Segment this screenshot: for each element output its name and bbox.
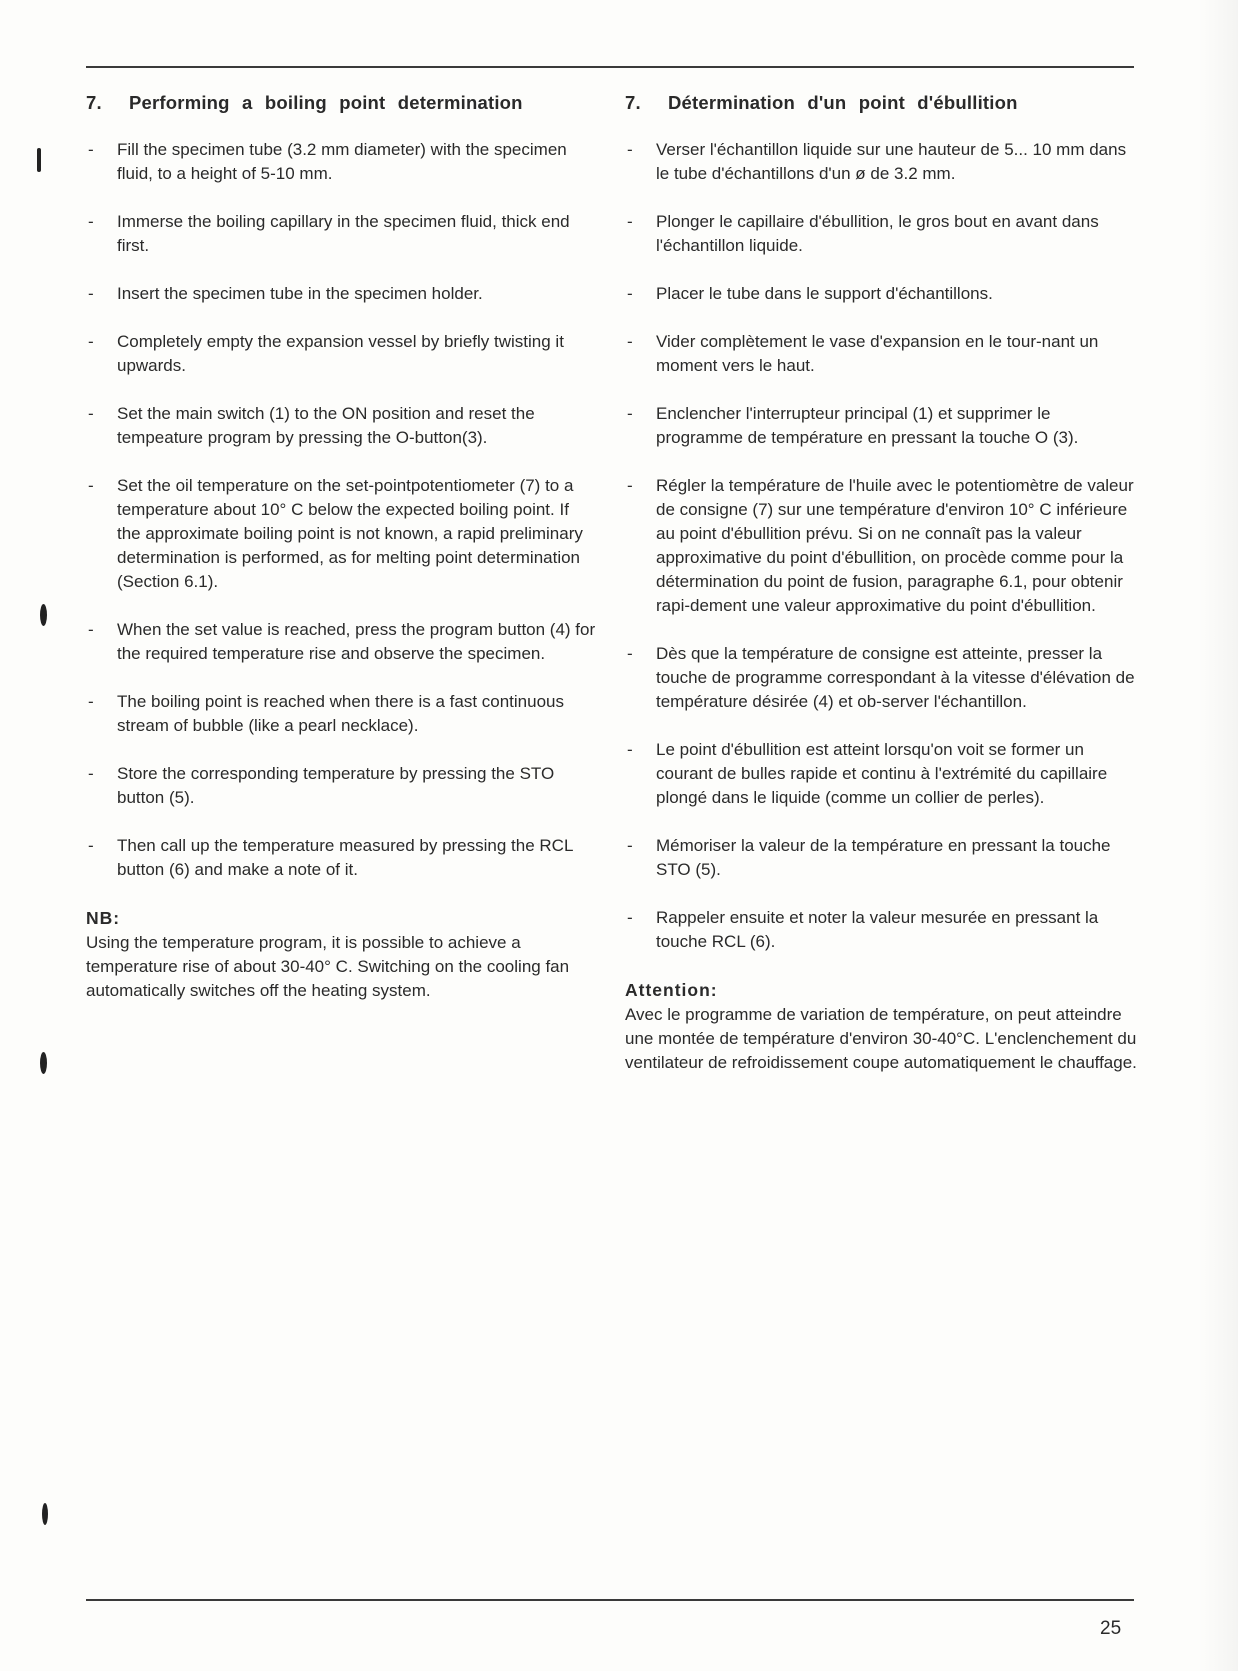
step-text: Set the oil temperature on the set-pointpotentiometer (7) to a temperature about 10° C below the expected boiling point. If the approximate boiling point is not known, a rapid preliminary determination is performed, as for melting point determination (Section 6.1). xyxy=(117,476,583,591)
note-text: Using the temperature program, it is possible to achieve a temperature rise of about 30-40° C. Switching on the cooling fan automatically switches off the heating system. xyxy=(86,933,570,1000)
step-dash: - xyxy=(88,836,94,855)
step-text: Verser l'échantillon liquide sur une hauteur de 5... 10 mm dans le tube d'échantillons d'un ø de 3.2 mm. xyxy=(656,140,1127,183)
step-dash: - xyxy=(88,140,94,159)
step-dash: - xyxy=(627,284,633,303)
step-dash: - xyxy=(627,644,633,663)
english-column xyxy=(86,92,596,1003)
step-item xyxy=(86,474,596,594)
page-edge-shade xyxy=(1198,0,1238,1671)
step-text: Mémoriser la valeur de la température en pressant la touche STO (5). xyxy=(656,836,1111,879)
step-text: Store the corresponding temperature by pressing the STO button (5). xyxy=(117,764,555,807)
step-dash: - xyxy=(627,836,633,855)
step-text: Vider complètement le vase d'expansion en le tour-nant un moment vers le haut. xyxy=(656,332,1099,375)
step-item xyxy=(625,210,1140,258)
step-dash: - xyxy=(88,332,94,351)
step-item xyxy=(86,138,596,186)
section-number: 7. xyxy=(86,92,102,113)
section-number: 7. xyxy=(625,92,641,113)
step-text: Immerse the boiling capillary in the specimen fluid, thick end first. xyxy=(117,212,570,255)
top-rule xyxy=(86,66,1134,68)
step-dash: - xyxy=(88,476,94,495)
step-item xyxy=(625,138,1140,186)
step-item xyxy=(625,402,1140,450)
step-text: Set the main switch (1) to the ON position and reset the tempeature program by pressing the O-button(3). xyxy=(117,404,535,447)
english-heading xyxy=(86,92,596,114)
step-dash: - xyxy=(627,140,633,159)
step-item xyxy=(625,282,1140,306)
step-text: Then call up the temperature measured by pressing the RCL button (6) and make a note of it. xyxy=(117,836,573,879)
step-item xyxy=(86,690,596,738)
page-number: 25 xyxy=(1100,1618,1122,1639)
step-text: Rappeler ensuite et noter la valeur mesurée en pressant la touche RCL (6). xyxy=(656,908,1099,951)
step-item xyxy=(625,474,1140,618)
step-item xyxy=(625,642,1140,714)
bottom-rule xyxy=(86,1599,1134,1601)
step-text: Insert the specimen tube in the specimen holder. xyxy=(117,284,483,303)
step-dash: - xyxy=(88,620,94,639)
step-text: Régler la température de l'huile avec le potentiomètre de valeur de consigne (7) sur une température d'environ 10° C inférieure au point d'ébullition prévu. Si on ne connaît pas la valeur approximative du point d'ébullition, on procède comme pour la détermination du point de fusion, paragraphe 6.1, pour obtenir rapi-dement une valeur approximative du point d'ébullition. xyxy=(656,476,1134,615)
step-dash: - xyxy=(627,476,633,495)
step-text: The boiling point is reached when there is a fast continuous stream of bubble (like a pearl necklace). xyxy=(117,692,564,735)
step-dash: - xyxy=(88,212,94,231)
step-text: Plonger le capillaire d'ébullition, le gros bout en avant dans l'échantillon liquide. xyxy=(656,212,1099,255)
note-label: Attention: xyxy=(625,980,718,1000)
step-item xyxy=(86,330,596,378)
step-item xyxy=(86,762,596,810)
step-dash: - xyxy=(627,332,633,351)
french-note xyxy=(625,978,1140,1075)
scan-speck xyxy=(42,1503,48,1525)
section-title: Détermination d'un point d'ébullition xyxy=(668,92,1018,113)
step-text: Placer le tube dans le support d'échantillons. xyxy=(656,284,993,303)
step-text: Dès que la température de consigne est atteinte, presser la touche de programme correspondant à la vitesse d'élévation de température désirée (4) et ob-server l'échantillon. xyxy=(656,644,1135,711)
step-dash: - xyxy=(88,764,94,783)
step-dash: - xyxy=(627,908,633,927)
step-item xyxy=(86,834,596,882)
step-dash: - xyxy=(88,404,94,423)
step-text: Completely empty the expansion vessel by briefly twisting it upwards. xyxy=(117,332,564,375)
scan-speck xyxy=(37,148,41,172)
step-dash: - xyxy=(88,692,94,711)
step-item xyxy=(625,834,1140,882)
scan-speck xyxy=(40,1052,47,1074)
step-item xyxy=(86,402,596,450)
section-title: Performing a boiling point determination xyxy=(129,92,523,113)
french-column xyxy=(625,92,1140,1075)
french-steps xyxy=(625,138,1140,954)
step-dash: - xyxy=(627,404,633,423)
step-item xyxy=(625,330,1140,378)
step-item xyxy=(86,282,596,306)
step-item xyxy=(625,738,1140,810)
note-text: Avec le programme de variation de température, on peut atteindre une montée de température d'environ 30-40°C. L'enclenchement du ventilateur de refroidissement coupe automatiquement le chauffage. xyxy=(625,1005,1137,1072)
step-text: Le point d'ébullition est atteint lorsqu'on voit se former un courant de bulles rapide et continu à l'extrémité du capillaire plongé dans le liquide (comme un collier de perles). xyxy=(656,740,1108,807)
step-text: Enclencher l'interrupteur principal (1) et supprimer le programme de température en pressant la touche O (3). xyxy=(656,404,1079,447)
step-text: Fill the specimen tube (3.2 mm diameter) with the specimen fluid, to a height of 5-10 mm. xyxy=(117,140,567,183)
step-item xyxy=(86,618,596,666)
step-dash: - xyxy=(627,212,633,231)
english-note xyxy=(86,906,596,1003)
step-item xyxy=(86,210,596,258)
scan-speck xyxy=(40,604,47,626)
english-steps xyxy=(86,138,596,882)
note-label: NB: xyxy=(86,908,121,928)
step-dash: - xyxy=(88,284,94,303)
french-heading xyxy=(625,92,1140,114)
step-text: When the set value is reached, press the program button (4) for the required temperature rise and observe the specimen. xyxy=(117,620,596,663)
step-item xyxy=(625,906,1140,954)
step-dash: - xyxy=(627,740,633,759)
